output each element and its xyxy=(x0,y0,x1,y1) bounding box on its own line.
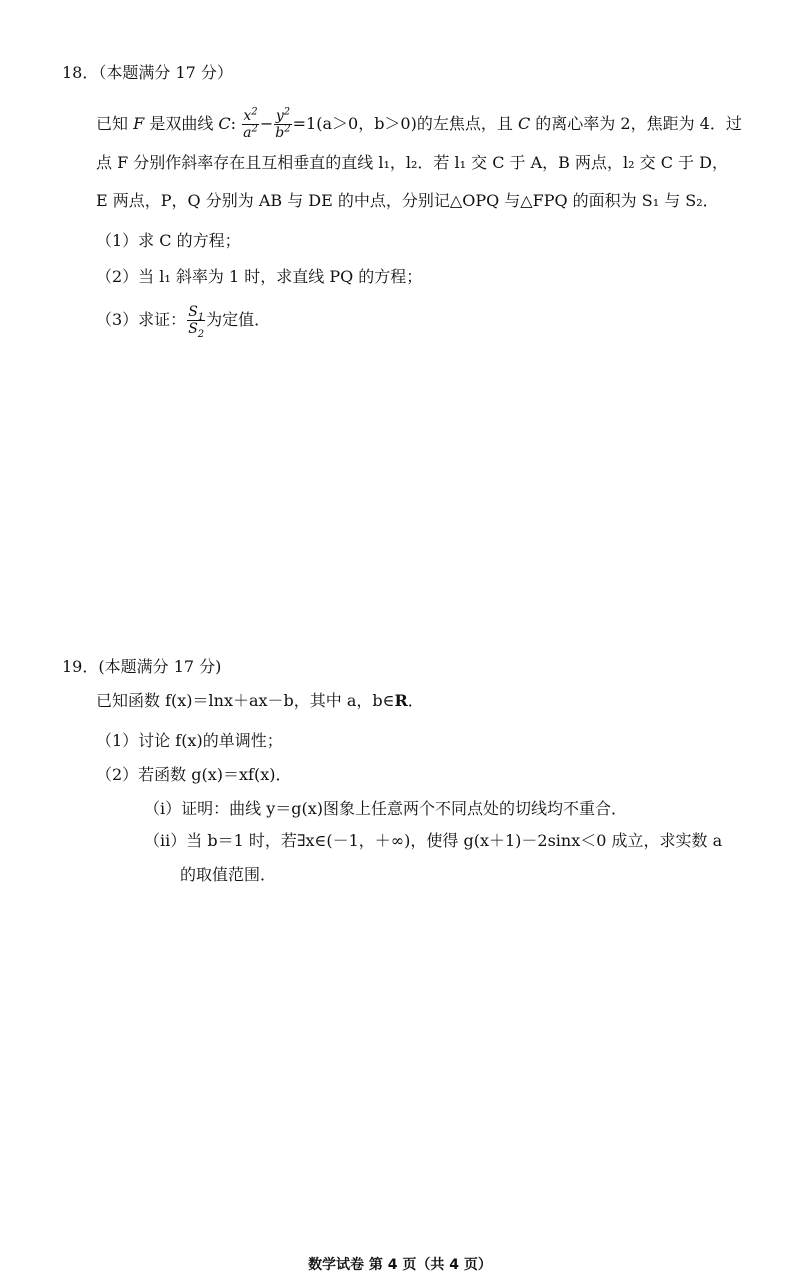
q18-text: 是双曲线 xyxy=(149,114,214,133)
q19-text: 已知函数 f(x)＝lnx＋ax－b，其中 a，b∈ xyxy=(96,691,395,710)
q18-part-3-text: （3）求证： xyxy=(96,310,187,329)
q18-line-1: 已知 F 是双曲线 C: $\frac{x^2}{a^2}$ − $\frac{y^2}{b^2}$ =1(a＞0，b＞0)的左焦点，且 C 的离心率为 2，焦距为 4．过 xyxy=(96,106,742,141)
q18-part-3 xyxy=(96,300,270,340)
q19-line-1 xyxy=(96,690,424,712)
page-footer: 数学试卷 第 4 页（共 4 页） xyxy=(308,1257,492,1273)
q19-text: ． xyxy=(407,691,424,710)
q18-line-2: 点 F 分别作斜率存在且互相垂直的直线 l₁，l₂．若 l₁ 交 C 于 A，B 两点，l₂ 交 C 于 D， xyxy=(96,153,728,172)
q18-text: 的离心率为 2，焦距为 4．过 xyxy=(535,114,742,133)
q18-header: 18．（本题满分 17 分） xyxy=(62,63,233,82)
q18-part-3-text: 为定值． xyxy=(206,310,271,329)
q19-part-2: （2）若函数 g(x)＝xf(x)． xyxy=(96,765,292,784)
q18-symbol-C: C xyxy=(517,114,531,133)
fraction-y2-b2: $\frac{y^2}{b^2}$ xyxy=(275,106,291,141)
q18-part-1: （1）求 C 的方程； xyxy=(96,231,241,250)
fraction-x2-a2: $\frac{x^2}{a^2}$ xyxy=(243,106,258,141)
q18-colon: : xyxy=(230,114,237,133)
q19-part-2-ii: （ii）当 b＝1 时，若∃x∈(－1，＋∞)，使得 g(x＋1)－2sinx＜0 成立，求实数 a xyxy=(144,831,723,850)
q19-part-2-ii-cont: 的取值范围． xyxy=(180,865,277,884)
q18-text: 已知 xyxy=(96,114,129,133)
q19-header: 19．(本题满分 17 分) xyxy=(62,657,222,676)
q18-symbol-C: C xyxy=(218,114,231,133)
fraction-S1-S2: $\frac{S_1}{S_2}$ xyxy=(188,304,205,340)
q19-part-1: （1）讨论 f(x)的单调性； xyxy=(96,731,283,750)
q18-line-3: E 两点，P，Q 分别为 AB 与 DE 的中点，分别记△OPQ 与△FPQ 的面积为 S₁ 与 S₂． xyxy=(96,191,719,210)
q18-symbol-F: F xyxy=(133,114,145,133)
q19-part-2-i: （i）证明：曲线 y＝g(x)图象上任意两个不同点处的切线均不重合． xyxy=(144,799,627,818)
q18-part-2: （2）当 l₁ 斜率为 1 时，求直线 PQ 的方程； xyxy=(96,267,423,286)
q18-equation-rest: =1(a＞0，b＞0)的左焦点，且 xyxy=(292,114,513,133)
q19-real-set: R xyxy=(394,691,408,710)
